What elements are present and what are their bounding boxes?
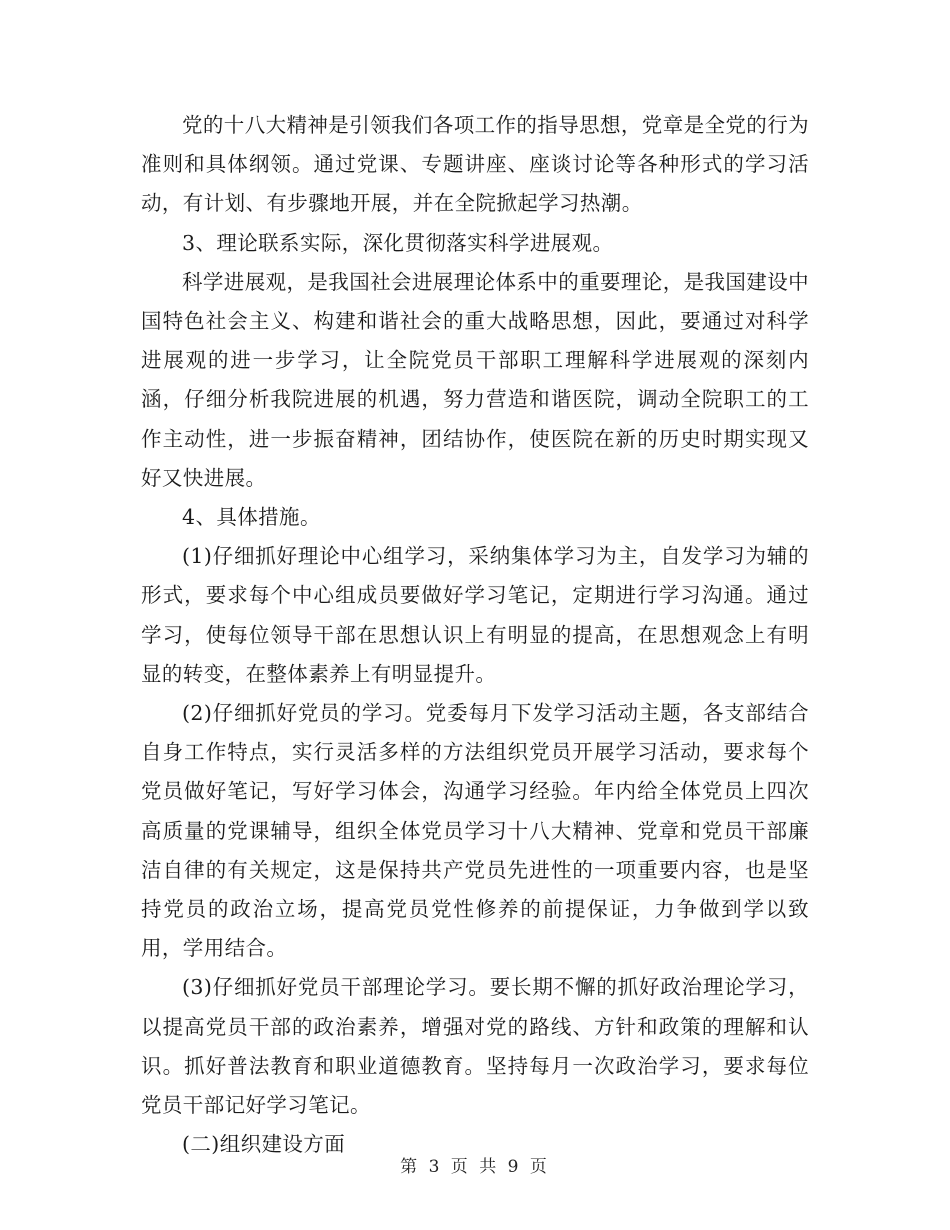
paragraph-measure-3: (3)仔细抓好党员干部理论学习。要长期不懈的抓好政治理论学习，以提高党员干部的政治素养，增强对党的路线、方针和政策的理解和认识。抓好普法教育和职业道德教育。坚持每月一次政治学习，要求每位党员干部记好学习笔记。 [141, 975, 809, 1118]
paragraph-study-spirit: 党的十八大精神是引领我们各项工作的指导思想，党章是全党的行为准则和具体纲领。通过党课、专题讲座、座谈讨论等各种形式的学习活动，有计划、有步骤地开展，并在全院掀起学习热潮。 [141, 113, 809, 216]
document-body [141, 106, 809, 1164]
paragraph-measure-1: (1)仔细抓好理论中心组学习，采纳集体学习为主，自发学习为辅的形式，要求每个中心组成员要做好学习笔记，定期进行学习沟通。通过学习，使每位领导干部在思想认识上有明显的提高，在思想观念上有明显的转变，在整体素养上有明显提升。 [141, 544, 809, 686]
heading-organization-building: (二)组织建设方面 [182, 1132, 346, 1157]
paragraph-scientific-development: 科学进展观，是我国社会进展理论体系中的重要理论，是我国建设中国特色社会主义、构建和谐社会的重大战略思想，因此，要通过对科学进展观的进一步学习，让全院党员干部职工理解科学进展观的深刻内涵，仔细分析我院进展的机遇，努力营造和谐医院，调动全院职工的工作主动性，进一步振奋精神，团结协作，使医院在新的历史时期实现又好又快进展。 [141, 269, 809, 490]
heading-specific-measures: 4、具体措施。 [182, 505, 321, 530]
heading-theory-practice: 3、理论联系实际，深化贯彻落实科学进展观。 [182, 230, 614, 255]
page-number-footer: 第 3 页 共 9 页 [400, 1157, 550, 1177]
paragraph-measure-2: (2)仔细抓好党员的学习。党委每月下发学习活动主题，各支部结合自身工作特点，实行灵活多样的方法组织党员开展学习活动，要求每个党员做好笔记，写好学习体会，沟通学习经验。年内给全体党员上四次高质量的党课辅导，组织全体党员学习十八大精神、党章和党员干部廉洁自律的有关规定，这是保持共产党员先进性的一项重要内容，也是坚持党员的政治立场，提高党员党性修养的前提保证，力争做到学以致用，学用结合。 [141, 701, 809, 961]
